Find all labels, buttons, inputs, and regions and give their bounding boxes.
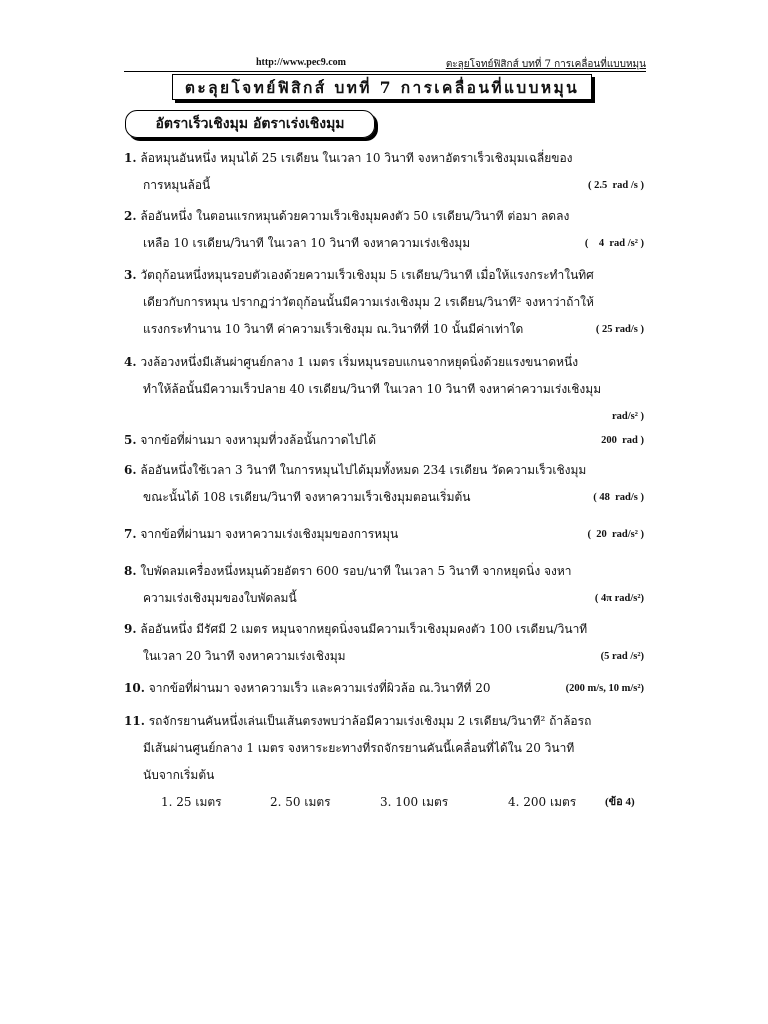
question-10 [124, 675, 644, 702]
question-number: 2. [124, 209, 137, 223]
question-number: 1. [124, 151, 137, 165]
question-text: มีเส้นผ่านศูนย์กลาง 1 เมตร จงหาระยะทางที่รถจักรยานคันนี้เคลื่อนที่ได้ใน 20 วินาที [143, 741, 575, 755]
answer: rad/s² ) [611, 411, 644, 422]
question-number: 8. [124, 564, 137, 578]
question-text: วงล้อวงหนึ่งมีเส้นผ่าศูนย์กลาง 1 เมตร เริ่มหมุนรอบแกนจากหยุดนิ่งด้วยแรงขนาดหนึ่ง [140, 355, 579, 369]
answer-choices [124, 789, 644, 816]
answer: (ข้อ 4) [605, 796, 635, 808]
question-text: ความเร่งเชิงมุมของใบพัดลมนี้ [143, 591, 297, 605]
answer: 200 rad ) [601, 435, 644, 446]
chapter-title: ตะลุยโจทย์ฟิสิกส์ บทที่ 7 การเคลื่อนที่แบบหมุน [172, 74, 592, 100]
question-text: วัตถุก้อนหนึ่งหมุนรอบตัวเองด้วยความเร็วเชิงมุม 5 เรเดียน/วินาที เมื่อให้แรงกระทำในทิศ [140, 268, 594, 282]
question-1 [124, 145, 644, 199]
question-number: 10. [124, 681, 145, 695]
question-text: ในเวลา 20 วินาที จงหาความเร่งเชิงมุม [143, 649, 346, 663]
answer: ( 20 rad/s² ) [587, 529, 644, 540]
answer: ( 48 rad/s ) [593, 492, 644, 503]
question-text: ทำให้ล้อนั้นมีความเร็วปลาย 40 เรเดียน/วินาที ในเวลา 10 วินาที จงหาค่าความเร่งเชิงมุม [143, 382, 602, 396]
question-text: เดียวกับการหมุน ปรากฏว่าวัตถุก้อนนั้นมีความเร่งเชิงมุม 2 เรเดียน/วินาที² จงหาว่าถ้าให้ [143, 295, 594, 309]
answer: ( 25 rad/s ) [595, 324, 644, 335]
question-4 [124, 349, 644, 430]
question-text: จากข้อที่ผ่านมา จงหาความเร็ว และความเร่งที่ผิวล้อ ณ.วินาทีที่ 20 [148, 681, 491, 695]
question-number: 4. [124, 355, 137, 369]
question-text: รถจักรยานคันหนึ่งเล่นเป็นเส้นตรงพบว่าล้อมีความเร่งเชิงมุม 2 เรเดียน/วินาที² ถ้าล้อรถ [148, 714, 592, 728]
question-text: นับจากเริ่มต้น [143, 768, 215, 782]
question-8 [124, 558, 644, 612]
question-number: 9. [124, 622, 137, 636]
answer: ( 4π rad/s²) [594, 593, 644, 604]
choice-1: 1. 25 เมตร [161, 795, 222, 809]
header-title: ตะลุยโจทย์ฟิสิกส์ บทที่ 7 การเคลื่อนที่แบบหมุน [445, 59, 646, 70]
section-subtitle: อัตราเร็วเชิงมุม อัตราเร่งเชิงมุม [125, 110, 375, 138]
question-text: ล้ออันหนึ่ง ในตอนแรกหมุนด้วยความเร็วเชิงมุมคงตัว 50 เรเดียน/วินาที ต่อมา ลดลง [140, 209, 570, 223]
header-url[interactable]: http://www.pec9.com [256, 57, 346, 68]
page-header [124, 57, 646, 72]
question-text: แรงกระทำนาน 10 วินาที ค่าความเร็วเชิงมุม ณ.วินาทีที่ 10 นั้นมีค่าเท่าใด [143, 322, 524, 336]
question-number: 7. [124, 527, 137, 541]
question-text: ล้ออันหนึ่ง มีรัศมี 2 เมตร หมุนจากหยุดนิ่งจนมีความเร็วเชิงมุมคงตัว 100 เรเดียน/วินาที [140, 622, 588, 636]
question-text: ล้อหมุนอันหนึ่ง หมุนได้ 25 เรเดียน ในเวลา 10 วินาที จงหาอัตราเร็วเชิงมุมเฉลี่ยของ [140, 151, 573, 165]
question-2 [124, 203, 644, 257]
question-5 [124, 427, 644, 454]
choice-3: 3. 100 เมตร [380, 795, 449, 809]
question-3 [124, 262, 644, 343]
question-number: 5. [124, 433, 137, 447]
question-11 [124, 708, 644, 816]
question-text: การหมุนล้อนี้ [143, 178, 211, 192]
answer: (5 rad /s²) [600, 651, 644, 662]
question-text: จากข้อที่ผ่านมา จงหาความเร่งเชิงมุมของการหมุน [140, 527, 399, 541]
question-number: 6. [124, 463, 137, 477]
choice-2: 2. 50 เมตร [270, 795, 331, 809]
question-text: เหลือ 10 เรเดียน/วินาที ในเวลา 10 วินาที จงหาความเร่งเชิงมุม [143, 236, 471, 250]
question-6 [124, 457, 644, 511]
question-7 [124, 521, 644, 548]
question-text: ล้ออันหนึ่งใช้เวลา 3 วินาที ในการหมุนไปได้มุมทั้งหมด 234 เรเดียน วัดความเร็วเชิงมุม [140, 463, 587, 477]
question-text: ใบพัดลมเครื่องหนึ่งหมุนด้วยอัตรา 600 รอบ/นาที ในเวลา 5 วินาที จากหยุดนิ่ง จงหา [140, 564, 572, 578]
question-text: ขณะนั้นได้ 108 เรเดียน/วินาที จงหาความเร็วเชิงมุมตอนเริ่มต้น [143, 490, 471, 504]
question-number: 3. [124, 268, 137, 282]
question-number: 11. [124, 714, 145, 728]
choice-4: 4. 200 เมตร [508, 795, 577, 809]
question-text: จากข้อที่ผ่านมา จงหามุมที่วงล้อนั้นกวาดไปได้ [140, 433, 376, 447]
answer: ( 4 rad /s² ) [584, 238, 644, 249]
answer: ( 2.5 rad /s ) [588, 180, 644, 191]
answer: (200 m/s, 10 m/s²) [565, 683, 644, 694]
question-9 [124, 616, 644, 670]
